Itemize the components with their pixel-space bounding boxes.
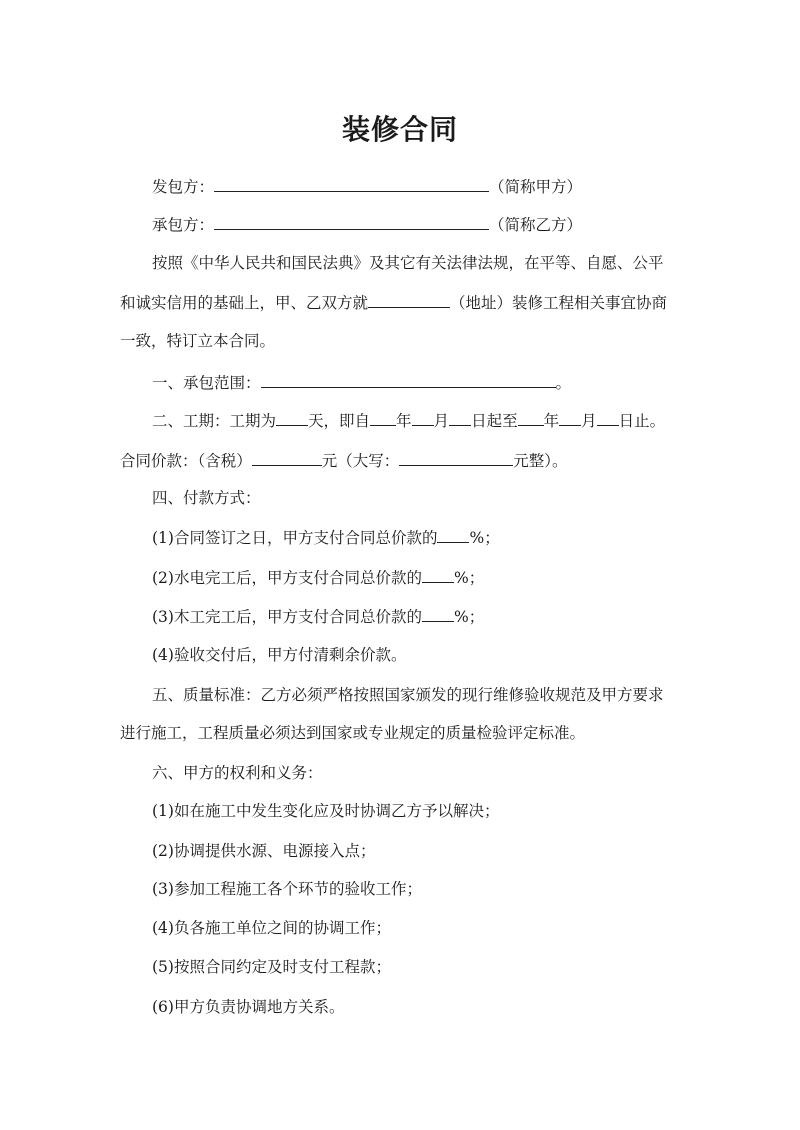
payment-item-2 [120,565,722,589]
address-blank[interactable] [368,290,450,308]
payment-percent-blank-2[interactable] [422,565,454,583]
period-text-5: 日起至 [471,412,518,430]
payment-text-1: (1)合同签订之日，甲方支付合同总价款的 [152,529,438,547]
quality-line-2: 进行施工，工程质量必须达到国家或专业规定的质量检验评定标准。 [120,724,586,742]
party-b-line [120,212,722,236]
payment-percent-blank-1[interactable] [437,525,469,543]
duties-heading: 六、甲方的权利和义务： [152,764,323,782]
scope-end: 。 [555,374,572,392]
duty-item-3: (3)参加工程施工各个环节的验收工作； [152,880,422,898]
payment-item-1 [120,525,722,549]
price-text-1: 合同价款：（含税） [120,452,252,470]
party-a-suffix: （简称甲方） [489,178,583,196]
payment-text-2: (2)水电完工后，甲方支付合同总价款的 [152,569,422,587]
preamble-text-a: 和诚实信用的基础上，甲、乙双方就 [120,294,369,312]
scope-label: 一、承包范围： [152,374,261,392]
payment-item-4: (4)验收交付后，甲方付清剩余价款。 [152,646,407,664]
period-text-1: 二、工期：工期为 [152,412,277,430]
days-blank[interactable] [276,408,308,426]
document-title: 装修合同 [341,113,458,146]
party-a-line [120,174,722,198]
party-a-blank[interactable] [214,174,489,192]
percent-end-1: %； [469,529,500,547]
scope-line [120,370,722,394]
period-text-3: 年 [396,412,412,430]
preamble-text-b: （地址）装修工程相关事宜协商 [450,294,668,312]
end-month-blank[interactable] [559,408,581,426]
scope-blank[interactable] [261,370,556,388]
party-b-suffix: （简称乙方） [489,216,583,234]
party-b-blank[interactable] [214,212,489,230]
end-year-blank[interactable] [518,408,544,426]
period-text-7: 月 [581,412,597,430]
percent-end-2: %； [453,569,485,587]
period-text-8: 日止。 [618,412,666,430]
period-text-2: 天，即自 [308,412,371,430]
price-blank[interactable] [252,448,322,466]
price-text-2: 元（大写： [321,452,400,470]
duty-item-5: (5)按照合同约定及时支付工程款； [152,958,391,976]
start-year-blank[interactable] [370,408,396,426]
price-words-blank[interactable] [399,448,513,466]
start-day-blank[interactable] [449,408,471,426]
duty-item-6: (6)甲方负责协调地方关系。 [152,998,345,1016]
period-line [120,408,722,432]
quality-line-1: 五、质量标准：乙方必须严格按照国家颁发的现行维修验收规范及甲方要求 [152,686,664,704]
payment-heading: 四、付款方式： [152,489,261,507]
party-b-label: 承包方： [152,216,215,234]
preamble-line-1: 按照《中华人民共和国民法典》及其它有关法律法规，在平等、自愿、公平 [152,254,664,272]
preamble-line-3: 一致，特订立本合同。 [120,332,276,350]
payment-percent-blank-3[interactable] [422,604,454,622]
duty-item-1: (1)如在施工中发生变化应及时协调乙方予以解决； [152,802,500,820]
end-day-blank[interactable] [597,408,619,426]
duty-item-2: (2)协调提供水源、电源接入点； [152,842,376,860]
period-text-4: 月 [433,412,450,430]
party-a-label: 发包方： [152,178,215,196]
duty-item-4: (4)负各施工单位之间的协调工作； [152,919,391,937]
payment-text-3: (3)木工完工后，甲方支付合同总价款的 [152,608,422,626]
payment-item-3 [120,604,722,628]
start-month-blank[interactable] [412,408,434,426]
preamble-line-2 [120,290,690,314]
period-text-6: 年 [543,412,560,430]
percent-end-3: %； [453,608,485,626]
price-line [120,448,690,472]
price-text-3: 元整）。 [513,452,568,470]
